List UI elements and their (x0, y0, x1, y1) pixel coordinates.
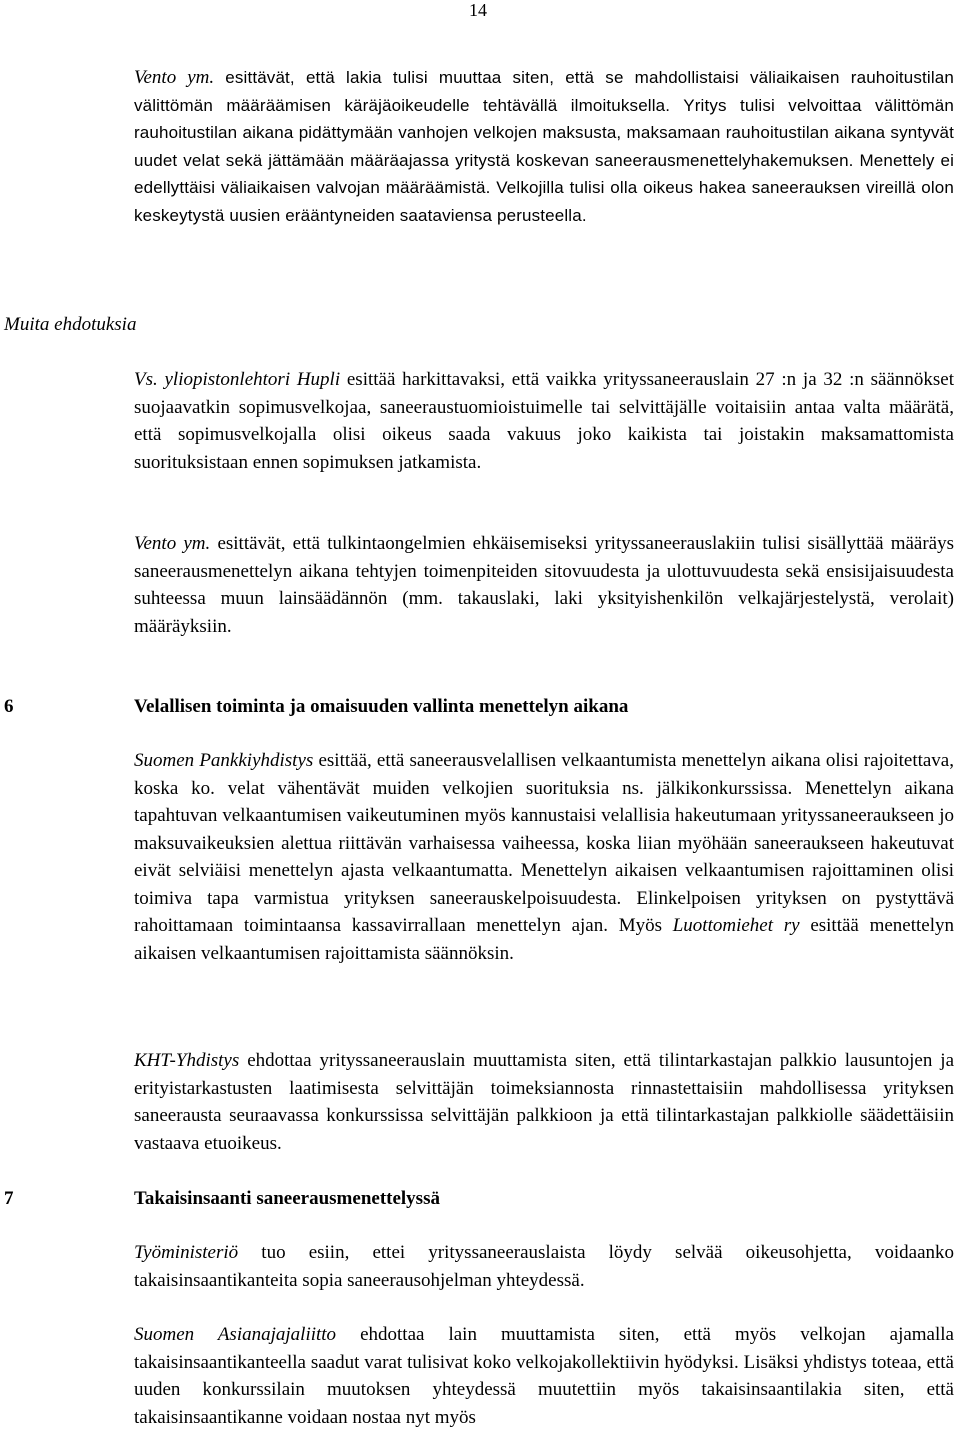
section-title: Takaisinsaanti saneerausmenettelyssä (134, 1188, 440, 1209)
paragraph-body-2: esittää menettelyn aikaisen velkaantumisen rajoittamista säännöksin. (134, 915, 954, 964)
paragraph-body: esittävät, että tulkintaongelmien ehkäisemiseksi yrityssaneerauslakiin tulisi sisällyttää määräys saneerausmenettelyn aikana tehtyjen toimenpiteiden sitovuudesta ja ulottuvuudesta sekä ensisijaisuudesta suhteessa muun lainsäädännön (mm. takauslaki, laki yksityishenkilön velkajärjestelystä, verolait) määräyksiin. (134, 533, 954, 637)
paragraph-tyoministerio (134, 1239, 954, 1294)
paragraph-body: tuo esiin, ettei yrityssaneerauslaista löydy selvää oikeusohjetta, voidaanko takaisinsaantikanteita sopia saneerausohjelman yhteydessä. (134, 1242, 954, 1291)
paragraph-asianajajaliitto (134, 1321, 954, 1431)
paragraph-lead: Vs. yliopistonlehtori Hupli (134, 369, 341, 390)
paragraph-pankkiyhdistys (134, 747, 954, 967)
paragraph-lead: Suomen Asianajajaliitto (134, 1324, 337, 1345)
paragraph-kht (134, 1047, 954, 1157)
paragraph-lead: KHT-Yhdistys (134, 1050, 240, 1071)
page-number: 14 (469, 0, 487, 20)
paragraph-lead: Työministeriö (134, 1242, 239, 1263)
section-number: 7 (4, 1188, 14, 1209)
paragraph-body: esittää, että saneerausvelallisen velkaantumista menettelyn aikana olisi rajoitettava, koska ko. velat vähentävät muiden velkojien suorituksia ns. jälkikonkurssissa. Menettelyn aikana tapahtuvan velkaantumisen vaikeutuminen myös kannustaisi velallisia hakeutumaan yrityssaneeraukseen jo maksuvaikeuksien alettua riittävän varhaisessa vaiheessa, koska liian myöhään saneeraukseen hakeutuvat eivät selviäisi menettelyn ajasta velkaantumatta. Menettelyn aikaisen velkaantumisen rajoittaminen olisi toimiva tapa varmistua yrityksen saneerauskelpoisuudesta. Elinkelpoisen yrityksen on pystyttävä rahoittamaan toimintaansa kassavirrallaan menettelyn ajan. Myös (134, 750, 954, 936)
paragraph-body: ehdottaa yrityssaneerauslain muuttamista siten, että tilintarkastajan palkkio lausuntojen ja erityistarkastusten laatimisesta selvittäjän toimeksiannosta rinnastettaisiin mahdollisessa yrityksen saneerausta seuraavassa konkurssissa selvittäjän palkkioon ja että tilintarkastajan palkkiolle säädettäisiin vastaava etuoikeus. (134, 1050, 954, 1154)
paragraph-lead: Vento ym. (134, 67, 215, 88)
paragraph-lead: Vento ym. (134, 533, 211, 554)
section-number: 6 (4, 696, 14, 717)
paragraph-body: ehdottaa lain muuttamista siten, että myös velkojan ajamalla takaisinsaantikanteella saadut varat tulisivat koko velkojakollektiivin hyödyksi. Lisäksi yhdistys toteaa, että uuden konkurssilain muutoksen yhteydessä muutettiin myös takaisinsaantilakia siten, että takaisinsaantikanne voidaan nostaa nyt myös (134, 1324, 954, 1428)
paragraph-lead-2: Luottomiehet ry (672, 915, 800, 936)
paragraph-vento-1 (134, 64, 954, 229)
paragraph-vento-2 (134, 530, 954, 640)
section-title: Velallisen toiminta ja omaisuuden vallinta menettelyn aikana (134, 696, 629, 717)
paragraph-body: esittävät, että lakia tulisi muuttaa siten, että se mahdollistaisi väliaikaisen rauhoitustilan välittömän määräämisen käräjäoikeudelle tehtävällä ilmoituksella. Yritys tulisi velvoittaa välittömän rauhoitustilan aikana pidättymään vanhojen velkojen maksusta, maksamaan rauhoitustilan aikana syntyvät uudet velat sekä jättämään määräajassa yritystä koskevan saneerausmenettelyhakemuksen. Menettely ei edellyttäisi väliaikaisen valvojan määräämistä. Velkojilla tulisi olla oikeus hakea saneerauksen vireillä olon keskeytystä uusien erääntyneiden saataviensa perusteella. (134, 68, 954, 225)
margin-note: Muita ehdotuksia (4, 314, 137, 335)
paragraph-hupli (134, 366, 954, 476)
paragraph-body: esittää harkittavaksi, että vaikka yrityssaneerauslain 27 :n ja 32 :n säännökset suojaavatkin sopimusvelkojaa, saneeraustuomioistuimelle tai selvittäjälle voitaisiin antaa valta määrätä, että sopimusvelkojalla olisi oikeus saada vakuus joko kaikista tai joistakin maksamattomista suorituksistaan ennen sopimuksen jatkamista. (134, 369, 954, 473)
paragraph-lead: Suomen Pankkiyhdistys (134, 750, 314, 771)
